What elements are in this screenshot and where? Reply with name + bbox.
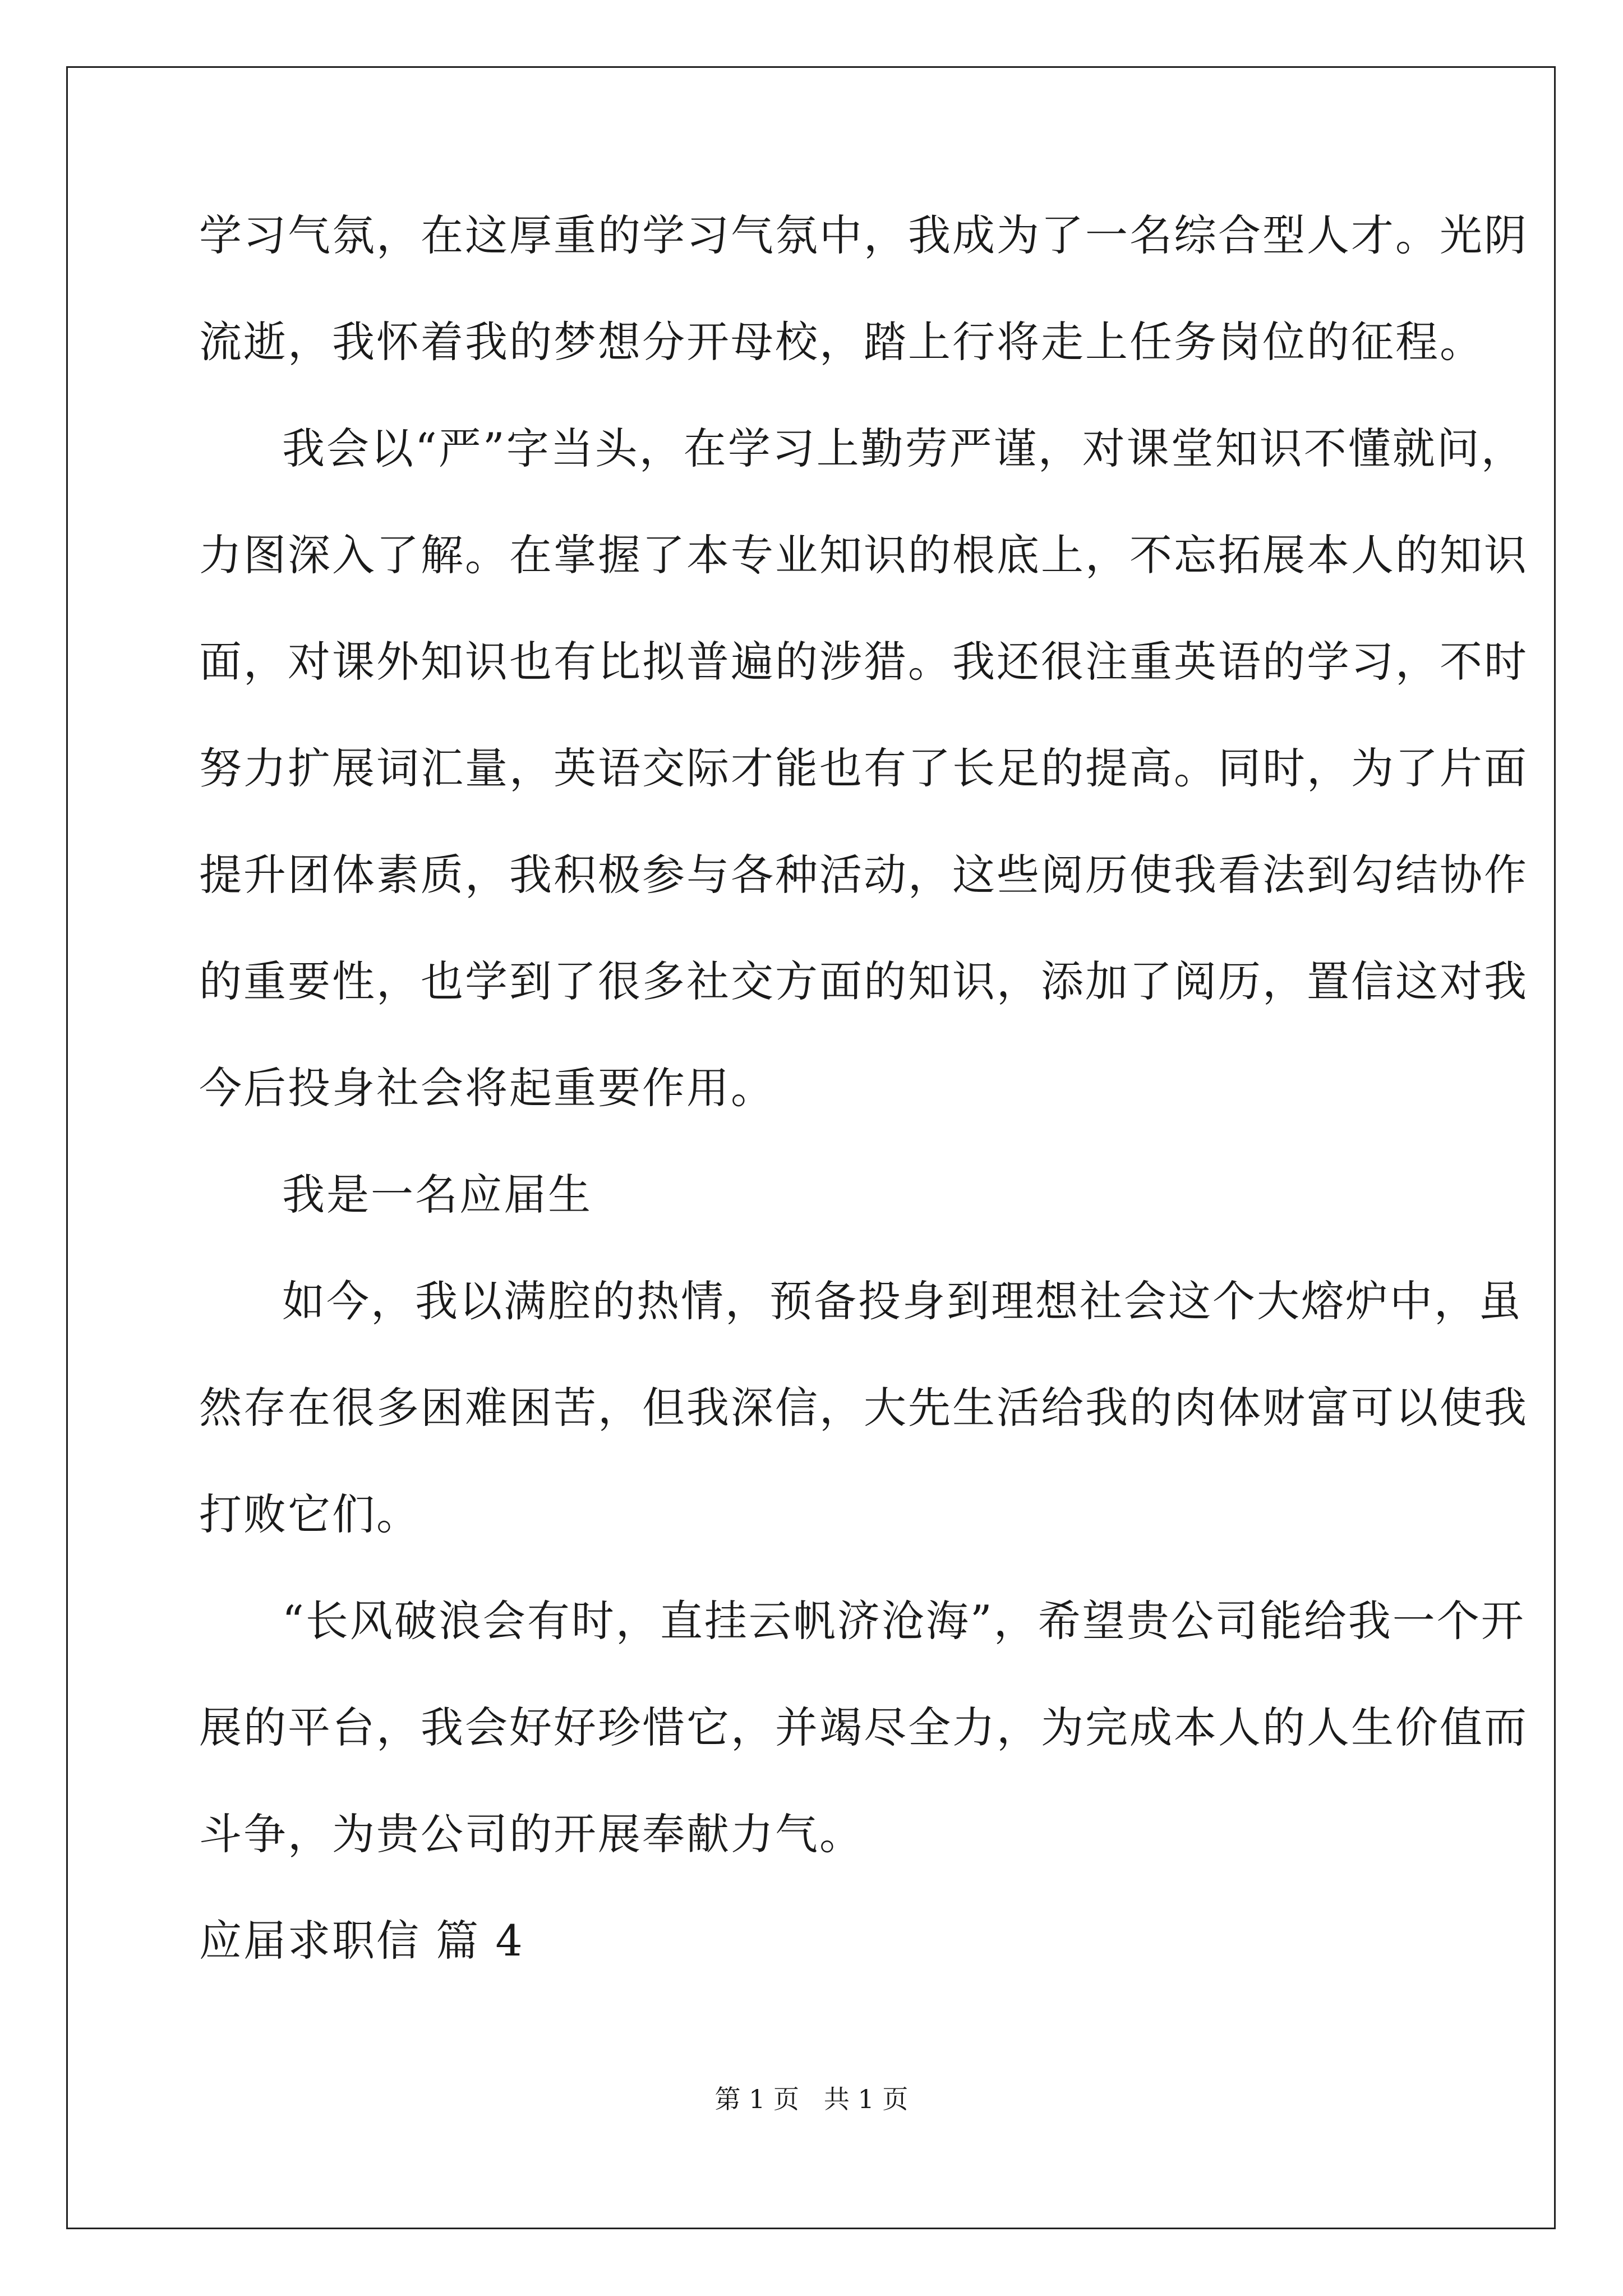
paragraph-line: 斗争，为贵公司的开展奉献力气。 bbox=[199, 1809, 864, 1859]
paragraph-line: “长风破浪会有时，直挂云帆济沧海”，希望贵公司能给我一个开 bbox=[282, 1596, 1525, 1646]
paragraph-line: 学习气氛，在这厚重的学习气氛中，我成为了一名综合型人才。光阴 bbox=[199, 210, 1528, 260]
paragraph-line: 面，对课外知识也有比拟普遍的涉猎。我还很注重英语的学习，不时 bbox=[199, 637, 1528, 687]
paragraph-line: 的重要性，也学到了很多社交方面的知识，添加了阅历，置信这对我 bbox=[199, 956, 1528, 1006]
paragraph-line: 如今，我以满腔的热情，预备投身到理想社会这个大熔炉中，虽 bbox=[282, 1276, 1523, 1326]
paragraph-line: 然存在很多困难困苦，但我深信，大先生活给我的肉体财富可以使我 bbox=[199, 1383, 1528, 1433]
page-number-footer: 第 1 页 共 1 页 bbox=[714, 2084, 909, 2114]
section-heading: 应届求职信 篇 4 bbox=[199, 1916, 524, 1966]
paragraph-line: 努力扩展词汇量，英语交际才能也有了长足的提高。同时，为了片面 bbox=[199, 743, 1528, 793]
paragraph-line: 力图深入了解。在掌握了本专业知识的根底上，不忘拓展本人的知识 bbox=[199, 530, 1528, 580]
paragraph-line: 今后投身社会将起重要作用。 bbox=[199, 1063, 775, 1113]
paragraph-line: 打败它们。 bbox=[199, 1489, 421, 1539]
page-border bbox=[66, 66, 1556, 2229]
paragraph-line: 流逝，我怀着我的梦想分开母校，踏上行将走上任务岗位的征程。 bbox=[199, 317, 1484, 367]
paragraph-line: 提升团体素质，我积极参与各种活动，这些阅历使我看法到勾结协作 bbox=[199, 850, 1528, 900]
paragraph-line: 展的平台，我会好好珍惜它，并竭尽全力，为完成本人的人生价值而 bbox=[199, 1703, 1528, 1752]
paragraph-line: 我会以“严”字当头，在学习上勤劳严谨，对课堂知识不懂就问， bbox=[282, 424, 1525, 473]
paragraph-line: 我是一名应届生 bbox=[282, 1170, 592, 1220]
